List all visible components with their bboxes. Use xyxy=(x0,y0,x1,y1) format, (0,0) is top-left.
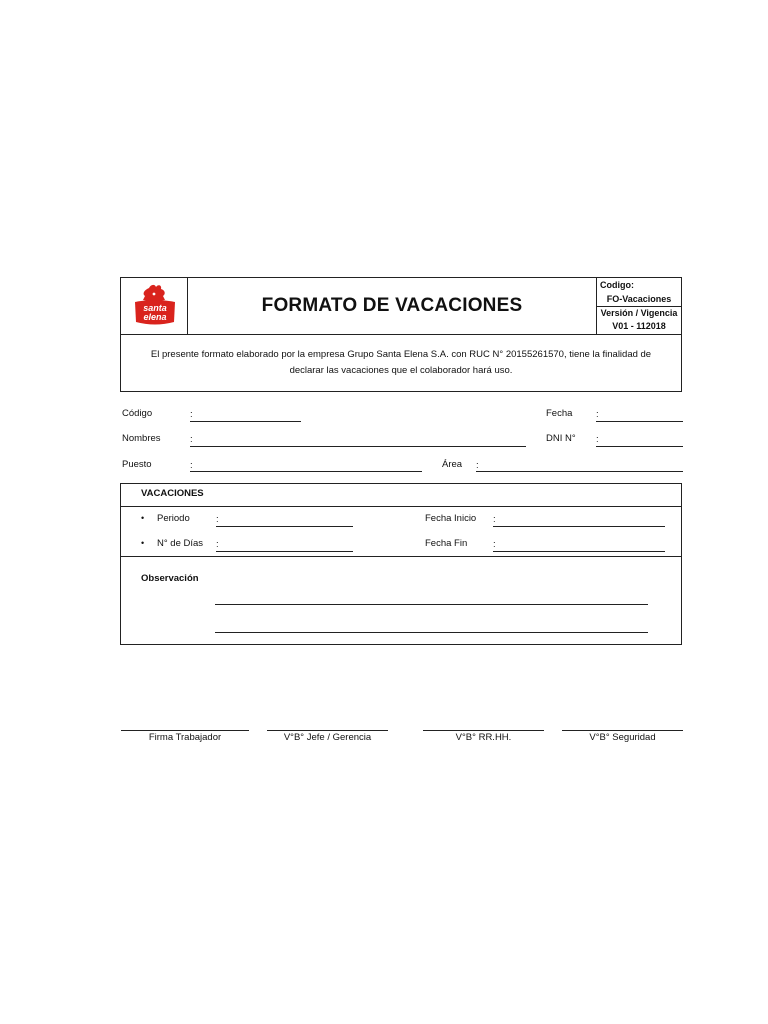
num-dias-label: N° de Días xyxy=(157,538,204,549)
colon: : xyxy=(493,539,496,550)
document-header xyxy=(120,277,682,335)
signature-label-trabajador: Firma Trabajador xyxy=(148,732,222,743)
colon: : xyxy=(190,460,193,471)
area-field-label: Área xyxy=(442,459,463,470)
codigo-value: FO-Vacaciones xyxy=(597,294,681,307)
logo-text-line1: santa xyxy=(143,303,167,313)
periodo-input-line[interactable] xyxy=(216,526,353,527)
santa-elena-logo-icon xyxy=(129,282,181,330)
colon: : xyxy=(216,539,219,550)
fecha-field-label: Fecha xyxy=(546,408,573,419)
colon: : xyxy=(476,460,479,471)
logo-cell xyxy=(121,278,188,334)
bullet-icon: • xyxy=(141,538,145,548)
dni-input-line[interactable] xyxy=(596,446,683,447)
signature-line-rrhh[interactable] xyxy=(423,730,544,731)
colon: : xyxy=(190,434,193,445)
dni-field-label: DNI N° xyxy=(546,433,576,444)
bullet-icon: • xyxy=(141,513,145,523)
colon: : xyxy=(493,514,496,525)
puesto-field-label: Puesto xyxy=(122,459,152,470)
vacaciones-section xyxy=(120,483,682,645)
nombres-input-line[interactable] xyxy=(190,446,526,447)
fecha-input-line[interactable] xyxy=(596,421,683,422)
document-title: FORMATO DE VACACIONES xyxy=(261,295,523,316)
observacion-line-1[interactable] xyxy=(215,604,648,605)
codigo-input-line[interactable] xyxy=(190,421,301,422)
signature-label-seguridad: V°B° Seguridad xyxy=(589,732,656,743)
codigo-label: Codigo: xyxy=(600,280,634,290)
title-cell xyxy=(188,278,596,334)
logo-text-line2: elena xyxy=(143,312,167,322)
signature-label-jefe: V°B° Jefe / Gerencia xyxy=(283,732,372,743)
puesto-input-line[interactable] xyxy=(190,471,422,472)
fecha-fin-input-line[interactable] xyxy=(493,551,665,552)
intro-paragraph xyxy=(120,334,682,392)
signature-label-rrhh: V°B° RR.HH. xyxy=(455,732,512,743)
section-divider xyxy=(121,556,681,557)
observacion-line-2[interactable] xyxy=(215,632,648,633)
colon: : xyxy=(216,514,219,525)
signature-line-jefe[interactable] xyxy=(267,730,388,731)
code-cell xyxy=(596,278,681,334)
nombres-field-label: Nombres xyxy=(122,433,161,444)
signature-line-seguridad[interactable] xyxy=(562,730,683,731)
codigo-field-label: Código xyxy=(122,408,153,419)
section-divider xyxy=(121,506,681,507)
intro-text: El presente formato elaborado por la empresa Grupo Santa Elena S.A. con RUC N° 20155261570, tiene la finalidad de declarar las vacaciones que el colaborador hará uso. xyxy=(150,348,652,376)
vacaciones-title: VACACIONES xyxy=(141,488,204,499)
periodo-label: Periodo xyxy=(157,513,190,524)
signature-line-trabajador[interactable] xyxy=(121,730,249,731)
area-input-line[interactable] xyxy=(476,471,683,472)
observacion-label: Observación xyxy=(141,573,199,584)
colon: : xyxy=(596,409,599,420)
version-label: Versión / Vigencia xyxy=(600,308,678,318)
fecha-fin-label: Fecha Fin xyxy=(425,538,468,549)
fecha-inicio-label: Fecha Inicio xyxy=(425,513,477,524)
colon: : xyxy=(190,409,193,420)
colon: : xyxy=(596,434,599,445)
num-dias-input-line[interactable] xyxy=(216,551,353,552)
fecha-inicio-input-line[interactable] xyxy=(493,526,665,527)
version-value: V01 - 112018 xyxy=(612,321,666,331)
